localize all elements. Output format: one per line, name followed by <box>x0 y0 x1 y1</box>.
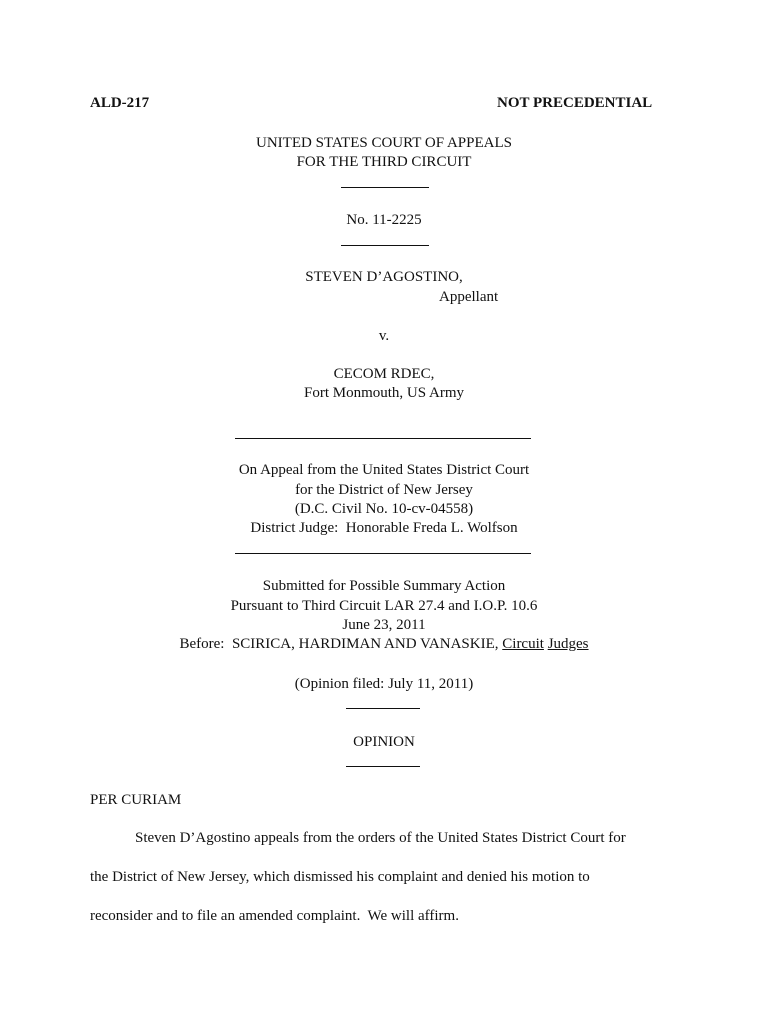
appellee-location: Fort Monmouth, US Army <box>303 385 465 401</box>
body-paragraph-line2: the District of New Jersey, which dismissed his complaint and denied his motion to <box>90 869 590 885</box>
district-judge-line: District Judge: Honorable Freda L. Wolfson <box>250 520 518 536</box>
appellee-name: CECOM RDEC, <box>333 366 435 382</box>
judges-word: Judges <box>547 636 589 652</box>
circuit-word: Circuit <box>502 636 544 652</box>
short-divider <box>341 187 429 188</box>
body-paragraph-line1: Steven D’Agostino appeals from the orders of the United States District Court for <box>135 830 626 846</box>
court-name-line1: UNITED STATES COURT OF APPEALS <box>256 135 512 151</box>
case-number: No. 11-2225 <box>346 212 422 228</box>
body-paragraph-line3: reconsider and to file an amended complaint. We will affirm. <box>90 908 459 924</box>
appeal-line2: for the District of New Jersey <box>295 482 473 498</box>
versus-label: v. <box>378 328 390 344</box>
panel-line <box>0 635 768 653</box>
appellant-role: Appellant <box>439 289 499 305</box>
submission-date: June 23, 2011 <box>342 617 426 633</box>
short-divider <box>341 245 429 246</box>
long-divider <box>235 553 531 554</box>
submission-line2: Pursuant to Third Circuit LAR 27.4 and I.O.P. 10.6 <box>230 598 538 614</box>
long-divider <box>235 438 531 439</box>
docket-code: ALD-217 <box>90 95 150 111</box>
short-divider <box>346 708 420 709</box>
panel-judges: Before: SCIRICA, HARDIMAN AND VANASKIE, <box>179 636 503 652</box>
appeal-line1: On Appeal from the United States District Court <box>238 462 530 478</box>
appeal-line3: (D.C. Civil No. 10-cv-04558) <box>294 501 474 517</box>
opinion-filed-date: (Opinion filed: July 11, 2011) <box>294 676 474 692</box>
submission-line1: Submitted for Possible Summary Action <box>262 578 506 594</box>
short-divider <box>346 766 420 767</box>
appellant-name: STEVEN D’AGOSTINO, <box>305 269 463 285</box>
opinion-heading: OPINION <box>353 734 415 750</box>
court-name-line2: FOR THE THIRD CIRCUIT <box>296 154 472 170</box>
per-curiam-label: PER CURIAM <box>90 792 182 808</box>
precedential-status: NOT PRECEDENTIAL <box>497 95 653 111</box>
